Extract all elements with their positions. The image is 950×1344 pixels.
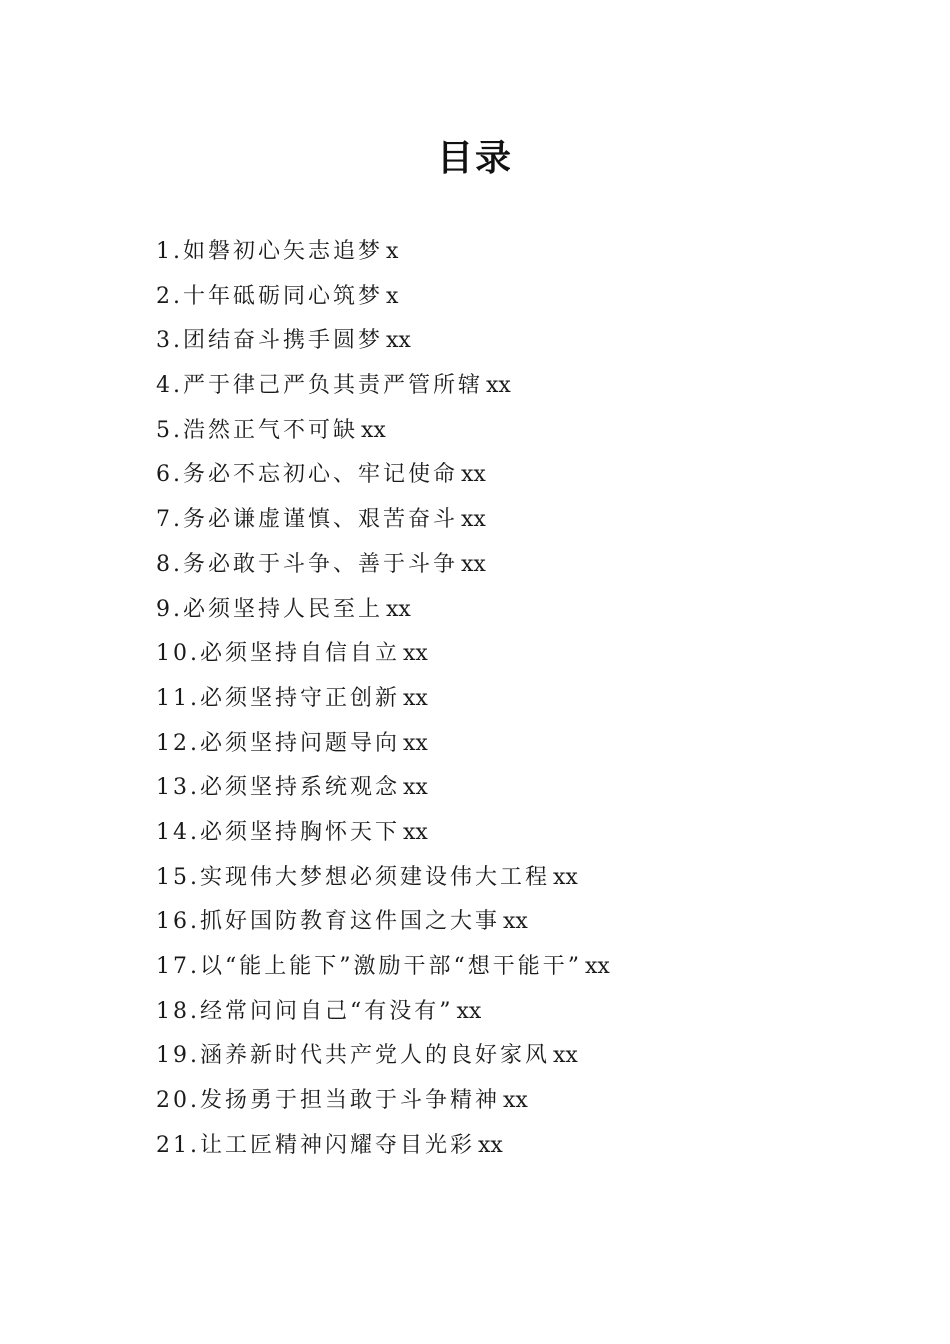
toc-entry-label: 20.发扬勇于担当敢于斗争精神: [156, 1088, 500, 1114]
toc-entry-label: 8.务必敢于斗争、善于斗争: [156, 551, 458, 577]
toc-entry-label: 21.让工匠精神闪耀夺目光彩: [156, 1132, 475, 1158]
toc-entry-label: 15.实现伟大梦想必须建设伟大工程: [156, 864, 550, 890]
toc-entry-page: xx: [461, 551, 486, 577]
toc-entry-page: xx: [553, 864, 578, 890]
toc-entry-label: 2.十年砥砺同心筑梦: [156, 283, 383, 309]
toc-entry[interactable]: [156, 722, 610, 767]
toc-entry[interactable]: [156, 1124, 610, 1169]
toc-entry-page: xx: [503, 909, 528, 935]
toc-entry[interactable]: [156, 453, 610, 498]
toc-entry[interactable]: [156, 900, 610, 945]
toc-entry-label: 19.涵养新时代共产党人的良好家风: [156, 1043, 550, 1069]
toc-entry[interactable]: [156, 275, 610, 320]
toc-entry[interactable]: [156, 677, 610, 722]
toc-entry-page: xx: [584, 954, 610, 979]
toc-entry-label: 12.必须坚持问题导向: [156, 730, 400, 756]
toc-entry[interactable]: [156, 498, 610, 543]
toc-entry-page: xx: [486, 373, 511, 399]
toc-entry-label: 3.团结奋斗携手圆梦: [156, 328, 383, 354]
toc-entry[interactable]: [156, 543, 610, 588]
toc-entry-label: 17.以“能上能下”激励干部“想干能干”: [156, 954, 582, 979]
toc-entry[interactable]: [156, 588, 610, 633]
toc-entry-page: xx: [386, 328, 411, 354]
toc-entry-label: 9.必须坚持人民至上: [156, 596, 383, 622]
toc-entry-label: 16.抓好国防教育这件国之大事: [156, 909, 500, 935]
toc-entry-page: x: [386, 283, 399, 309]
toc-entry-label: 18.经常问问自己“有没有”: [156, 998, 454, 1024]
toc-entry[interactable]: [156, 1034, 610, 1079]
toc-entry-label: 1.如磐初心矢志追梦: [156, 239, 383, 264]
toc-entry-page: xx: [553, 1043, 578, 1069]
table-of-contents: [156, 230, 610, 1168]
toc-entry-page: x: [386, 239, 399, 264]
toc-entry[interactable]: [156, 632, 610, 677]
toc-entry-label: 13.必须坚持系统观念: [156, 775, 400, 801]
toc-entry-page: xx: [403, 819, 428, 845]
toc-entry-label: 10.必须坚持自信自立: [156, 641, 400, 667]
toc-entry[interactable]: [156, 319, 610, 364]
toc-entry-page: xx: [503, 1088, 528, 1114]
toc-entry-page: xx: [403, 685, 428, 711]
toc-entry-page: xx: [361, 417, 386, 443]
toc-entry-page: xx: [386, 596, 411, 622]
toc-entry-label: 14.必须坚持胸怀天下: [156, 819, 400, 845]
toc-entry[interactable]: [156, 811, 610, 856]
toc-entry-label: 5.浩然正气不可缺: [156, 417, 358, 443]
toc-entry[interactable]: [156, 856, 610, 901]
toc-entry-label: 6.务必不忘初心、牢记使命: [156, 462, 458, 488]
toc-entry-label: 11.必须坚持守正创新: [156, 685, 400, 711]
toc-entry[interactable]: [156, 230, 610, 275]
toc-entry-page: xx: [403, 730, 428, 756]
toc-entry-page: xx: [403, 775, 428, 801]
toc-entry-page: xx: [456, 998, 482, 1024]
toc-entry[interactable]: [156, 1079, 610, 1124]
toc-entry[interactable]: [156, 945, 610, 990]
toc-entry-label: 7.务必谦虚谨慎、艰苦奋斗: [156, 507, 458, 533]
toc-entry-page: xx: [478, 1132, 503, 1158]
toc-entry-page: xx: [461, 507, 486, 533]
toc-entry-page: xx: [461, 462, 486, 488]
page-title: 目录: [436, 137, 513, 179]
toc-entry[interactable]: [156, 766, 610, 811]
toc-entry-page: xx: [403, 641, 428, 667]
toc-entry-label: 4.严于律己严负其责严管所辖: [156, 373, 483, 399]
toc-entry[interactable]: [156, 409, 610, 454]
toc-entry[interactable]: [156, 364, 610, 409]
toc-entry[interactable]: [156, 990, 610, 1035]
